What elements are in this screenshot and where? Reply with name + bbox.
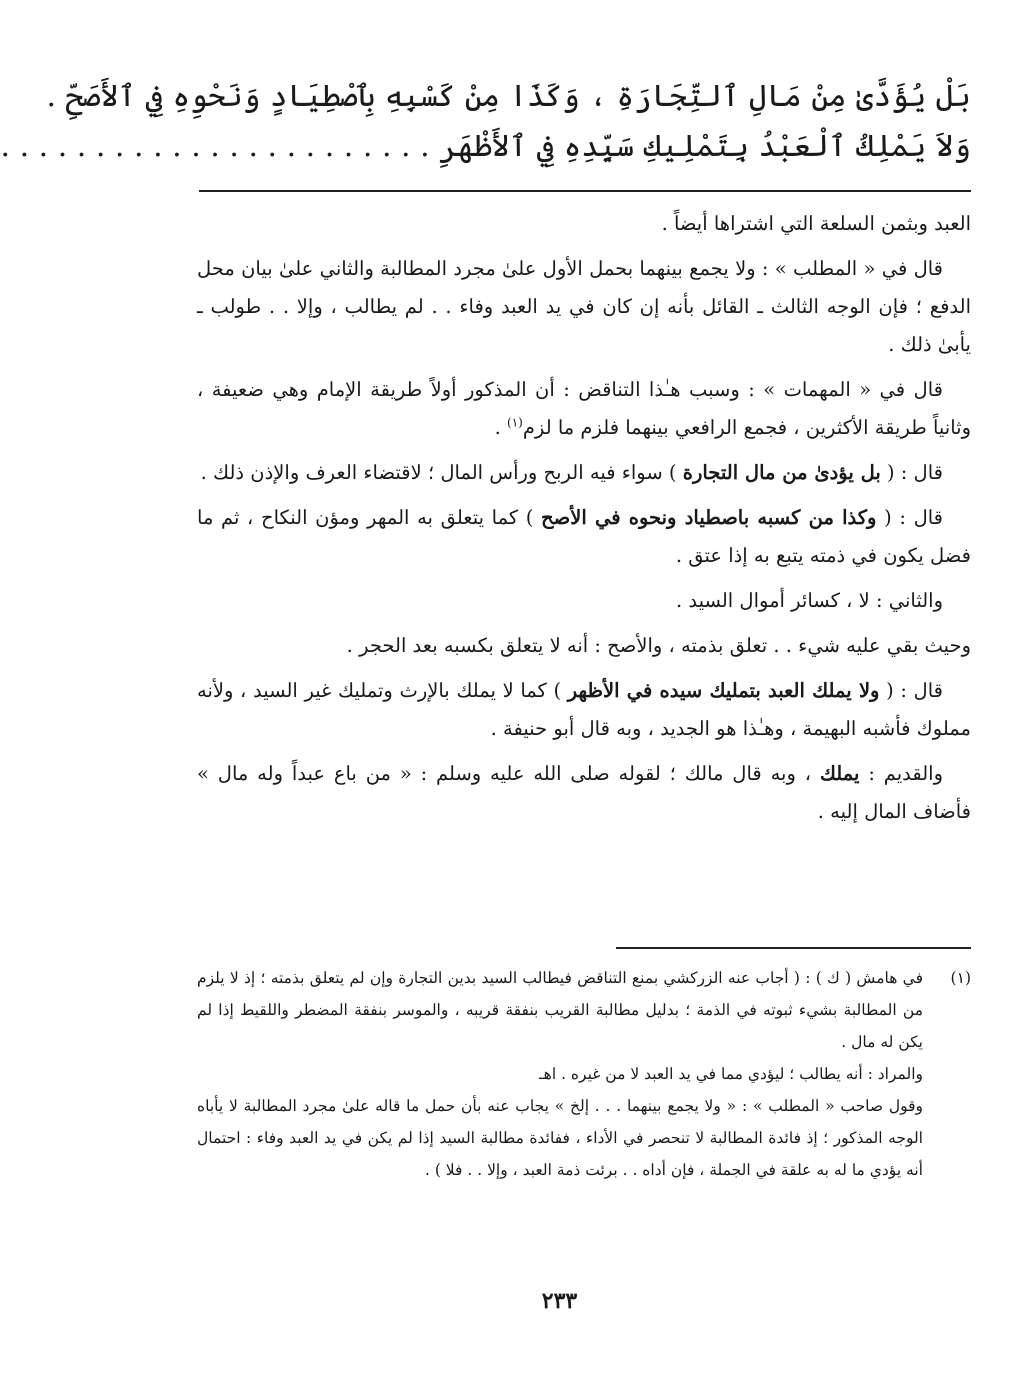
commentary-paragraph-2: قال في « المطلب » : ولا يجمع بينهما بحمل الأول علىٰ مجرد المطالبة والثاني علىٰ بيان محل الدفع ؛ فإن الوجه الثالث ـ القائل بأنه إن كان في يد العبد وفاء . . لم يطالب ، وإلا . . طولب ـ يأبىٰ ذلك . (197, 257, 971, 356)
commentary-paragraph-4 (197, 454, 971, 492)
matn-line-2: وَلاَ يَمْلِكُ ٱلْعَبْدُ بِتَمْلِيكِ سَيِّدِهِ فِي ٱلأَظْهَرِ . . . . . . . . . . . . . . . . . . . . . . . (0, 129, 971, 164)
footnote-number: (١) (950, 969, 971, 987)
matn-quote-bold: وكذا من كسبه باصطياد ونحوه في الأصح (541, 506, 877, 529)
matn-text-block (0, 72, 971, 172)
commentary-paragraph-5 (197, 499, 971, 575)
bold-term: يملك (819, 762, 860, 785)
footnotes-block (197, 962, 971, 1186)
matn-quote-bold: بل يؤدىٰ من مال التجارة (682, 461, 881, 484)
footnote-1 (197, 962, 971, 1186)
commentary-paragraph-3-end: . (494, 416, 508, 439)
footnote-text (197, 962, 923, 1186)
page-number: ٢٣٣ (541, 1288, 578, 1314)
commentary-paragraph-7: وحيث بقي عليه شيء . . تعلق بذمته ، والأصح : أنه لا يتعلق بكسبه بعد الحجر . (346, 634, 971, 657)
quote-rest: ) سواء فيه الربح ورأس المال ؛ لاقتضاء العرف والإذن ذلك . (200, 461, 683, 484)
quote-rest: ، وبه قال مالك ؛ لقوله صلى الله عليه وسلم : « من باع عبداً وله مال » فأضاف المال إليه . (197, 762, 971, 823)
commentary-paragraph-6: والثاني : لا ، كسائر أموال السيد . (675, 589, 943, 612)
footnote-paragraph-1: في هامش ( ك ) : ( أجاب عنه الزركشي بمنع التناقض فيطالب السيد بدين التجارة وإن لم يتعلق بذمته ؛ إذ لا يلزم من المطالبة بشيء ثبوته في الذمة ؛ بدليل مطالبة القريب بنفقة قريبه ، والموسر بنفقة المضطر واللقيط إذا لم يكن له مال . (197, 969, 923, 1051)
quote-rest: ) كما يتعلق به المهر ومؤن النكاح ، ثم ما فضل يكون في ذمته يتبع به إذا عتق . (197, 506, 971, 567)
commentary-text (197, 205, 971, 838)
quote-open: والقديم : (859, 762, 944, 785)
matn-quote-bold: ولا يملك العبد بتمليك سيده في الأظهر (567, 679, 880, 702)
footnote-separator-rule (616, 947, 971, 949)
commentary-paragraph-9 (197, 755, 971, 831)
footnote-paragraph-3: وقول صاحب « المطلب » : « ولا يجمع بينهما . . . إلخ » يجاب عنه بأن حمل ما قاله علىٰ مجرد المطالبة لا يأباه الوجه المذكور ؛ إذ فائدة المطالبة لا تنحصر في الأداء ، ففائدة مطالبة السيد إذا لم يكن في يد العبد وفاء : احتمال أنه يؤدي ما له به علقة في الجملة ، فإن أداه . . برئت ذمة العبد ، وإلا . . فلا ) . (197, 1097, 923, 1179)
commentary-paragraph-3 (197, 371, 971, 447)
footnote-paragraph-2: والمراد : أنه يطالب ؛ ليؤدي مما في يد العبد لا من غيره . اهـ (539, 1065, 923, 1083)
matn-separator-rule (199, 190, 971, 192)
commentary-paragraph-1: العبد وبثمن السلعة التي اشتراها أيضاً . (661, 212, 971, 235)
quote-open: قال : ( (879, 679, 943, 702)
commentary-paragraph-8 (197, 672, 971, 748)
quote-open: قال : ( (880, 461, 943, 484)
matn-line-1: بَلْ يُؤَدَّىٰ مِنْ مَالِ ٱلتِّجَارَةِ ، وَكَذَا مِنْ كَسْبِهِ بِٱصْطِيَادٍ وَنَحْوِهِ فِي ٱلأَصَحِّ . (46, 79, 971, 114)
commentary-paragraph-3-text: قال في « المهمات » : وسبب هـٰذا التناقض : أن المذكور أولاً طريقة الإمام وهي ضعيفة ، وثانياً طريقة الأكثرين ، فجمع الرافعي بينهما فلزم ما لزم (197, 378, 971, 439)
quote-open: قال : ( (876, 506, 943, 529)
footnote-reference-1[interactable]: (١) (507, 415, 523, 430)
quote-rest: ) كما لا يملك بالإرث وتمليك غير السيد ، ولأنه مملوك فأشبه البهيمة ، وهـٰذا هو الجديد ، وبه قال أبو حنيفة . (197, 679, 971, 740)
